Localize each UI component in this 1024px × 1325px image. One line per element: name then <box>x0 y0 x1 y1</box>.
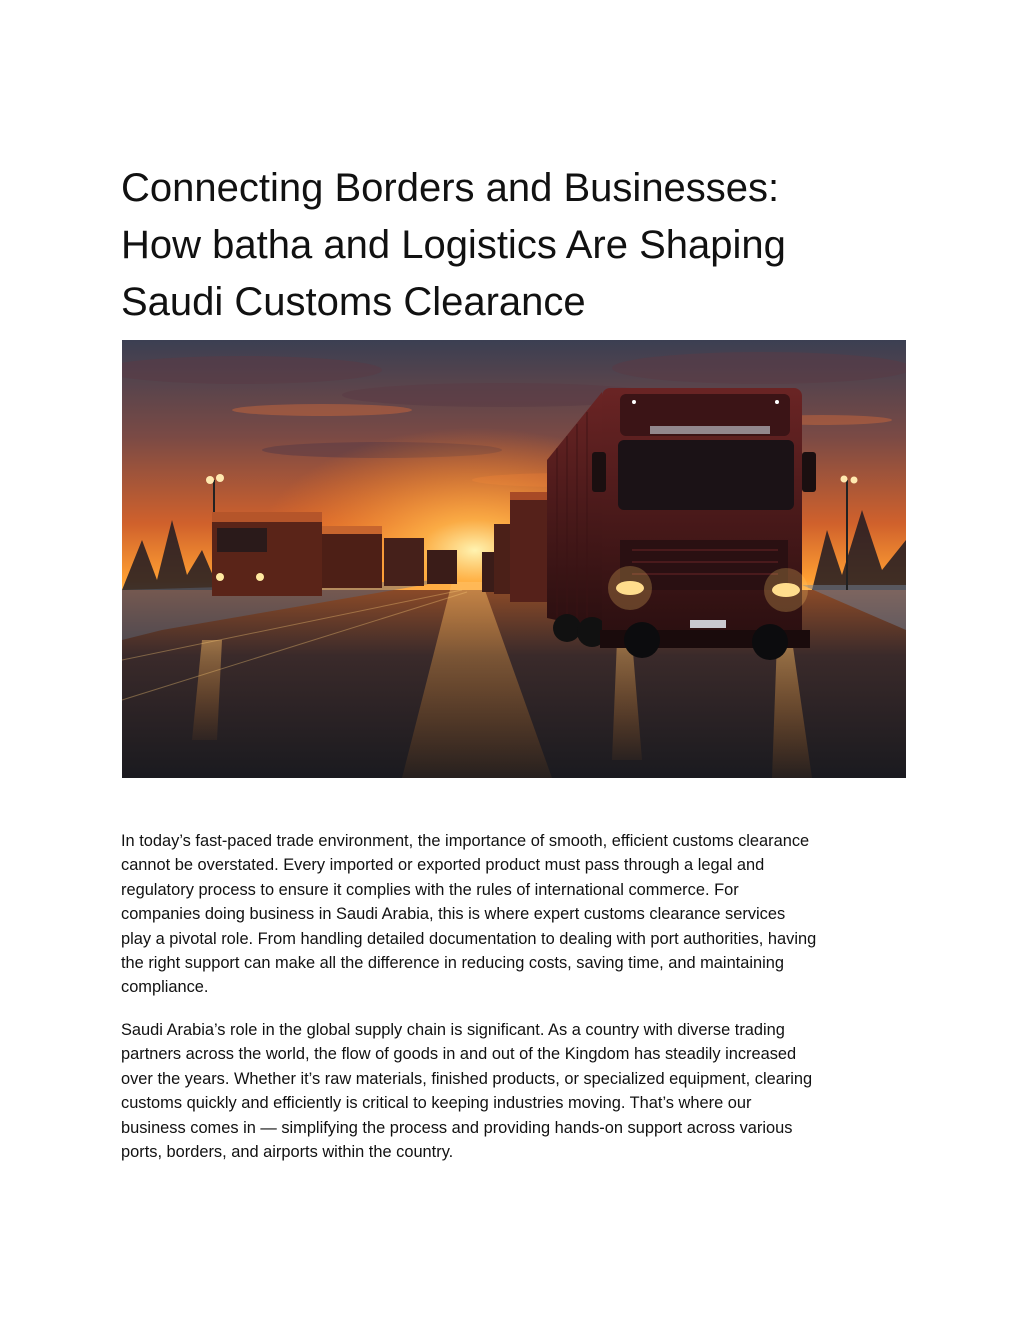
paragraph-supply-chain <box>121 1018 911 1164</box>
paragraph-line: ports, borders, and airports within the country. <box>121 1143 454 1162</box>
title-line-1: Connecting Borders and Businesses: <box>121 166 780 210</box>
paragraph-line: compliance. <box>121 978 209 997</box>
paragraph-intro <box>121 829 911 1000</box>
paragraph-line: partners across the world, the flow of goods in and out of the Kingdom has steadily increased <box>121 1045 797 1064</box>
paragraph-line: companies doing business in Saudi Arabia, this is where expert customs clearance services <box>121 905 786 924</box>
paragraph-line: business comes in — simplifying the process and providing hands-on support across various <box>121 1118 793 1137</box>
paragraph-line: regulatory process to ensure it complies with the rules of international commerce. For <box>121 880 739 899</box>
paragraph-line: over the years. Whether it’s raw materials, finished products, or specialized equipment, clearing <box>121 1069 813 1088</box>
paragraph-line: cannot be overstated. Every imported or exported product must pass through a legal and <box>121 856 765 875</box>
trucks-sunset-illustration <box>122 340 906 778</box>
paragraph-line: In today’s fast-paced trade environment, the importance of smooth, efficient customs clearance <box>121 832 810 850</box>
paragraph-line: customs quickly and efficiently is critical to keeping industries moving. That’s where our <box>121 1094 752 1113</box>
title-line-3: Saudi Customs Clearance <box>121 280 586 324</box>
paragraph-line: Saudi Arabia’s role in the global supply chain is significant. As a country with diverse trading <box>121 1021 785 1039</box>
paragraph-line: play a pivotal role. From handling detailed documentation to dealing with port authorities, having <box>121 929 817 948</box>
paragraph-line: the right support can make all the difference in reducing costs, saving time, and maintaining <box>121 954 784 973</box>
hero-image <box>122 340 906 778</box>
title-line-2: How batha and Logistics Are Shaping <box>121 223 786 267</box>
page-title <box>121 160 921 331</box>
